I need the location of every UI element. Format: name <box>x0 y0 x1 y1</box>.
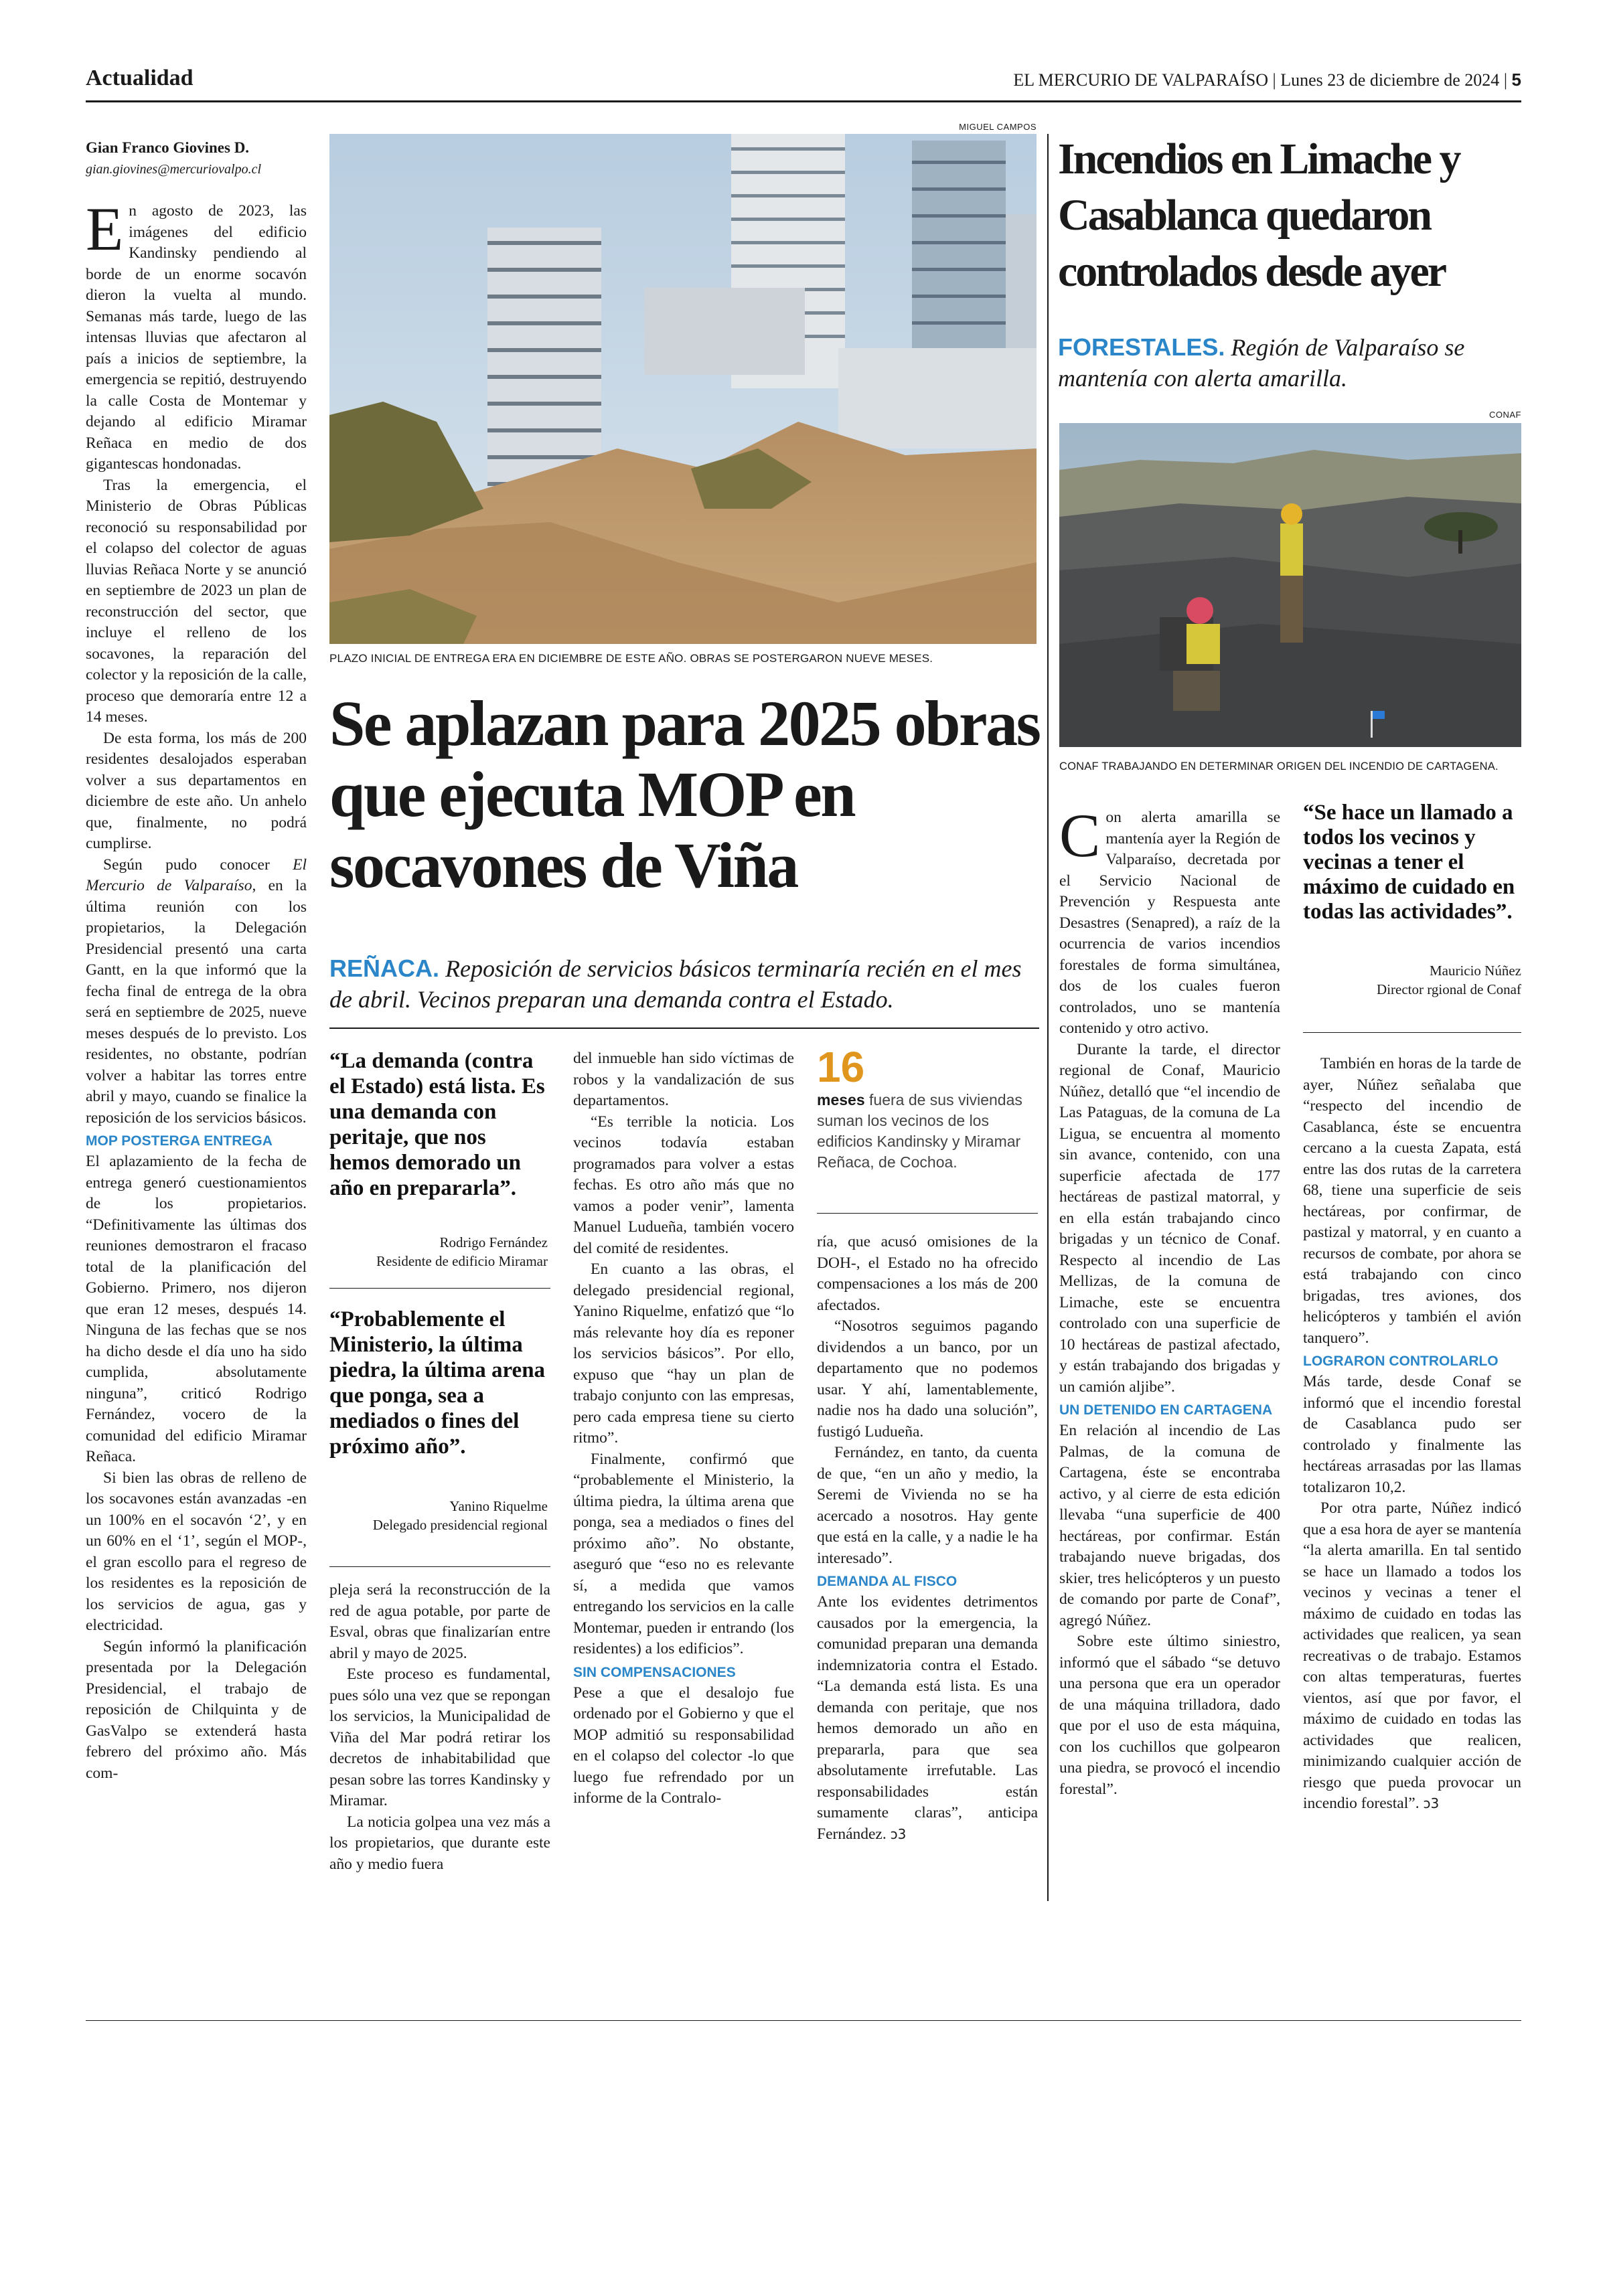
side-headline: Incendios en Limache y Casablanca quedaron controlados desde ayer <box>1058 135 1460 296</box>
body-paragraph: En relación al incendio de Las Palmas, de la comuna de Cartagena, éste se encontraba activo, y al cierre de esta edición llevaba “una superficie de 400 hectáreas, por confirmar. Están trabajando nueve brigadas, dos skier, tres helicópteros y un puesto de comando por parte de Conaf”, agregó Núñez. <box>1059 1422 1280 1629</box>
body-paragraph: En cuanto a las obras, el delegado presidencial regional, Yanino Riquelme, enfatizó que “lo más relevante hoy día es reponer los servicios básicos”. Por ello, expuso que “hay un plan de trabajo conjunto con las empresas, pero cada empresa tiene su cierto ritmo”. <box>573 1260 794 1447</box>
subhead: UN DETENIDO EN CARTAGENA <box>1059 1402 1273 1418</box>
body-paragraph: Sobre este último siniestro, informó que el sábado “se detuvo una persona que era un operador de una máquina trilladora, dado que por el uso de esta máquina, con los cuchillos que golpearon una piedra, se provocó el incendio forestal”. <box>1059 1633 1280 1798</box>
quote-author: Mauricio Núñez <box>1429 963 1521 979</box>
issue-date: Lunes 23 de diciembre de 2024 <box>1280 70 1500 90</box>
masthead-info: EL MERCURIO DE VALPARAÍSO | Lunes 23 de diciembre de 2024 | 5 <box>1013 70 1521 90</box>
body-paragraph: n agosto de 2023, las imágenes del edificio Kandinsky pendiendo al borde de un enorme socavón dieron la vuelta al mundo. Semanas más tarde, luego de las intensas lluvias que afectaron al país a inicios de septiembre, la emergencia se repitió, destruyendo la calle Costa de Montemar y dejando al edificio Miramar Reñaca en medio de dos gigantescas hondonadas. <box>86 202 307 473</box>
body-paragraph: on alerta amarilla se mantenía ayer la Región de Valparaíso, decretada por el Servicio Nacional de Prevención y Respuesta ante Desastres (Senapred), a raíz de la ocurrencia de varios incendios forestales de forma simultánea, dos de los cuales fueron controlados, uno se mantenía contenido y otro activo. <box>1059 809 1280 1037</box>
main-photo-credit: MIGUEL CAMPOS <box>959 122 1037 132</box>
side-column-2 <box>1303 1054 1521 1815</box>
footer-rule <box>86 2020 1521 2021</box>
quote-attribution <box>329 1497 548 1534</box>
column-divider <box>1047 134 1049 1901</box>
body-paragraph: “Nosotros seguimos pagando dividendos a un banco, por un departamento que no podemos usar. Y ahí, lamentablemente, nadie nos ha dado una solución”, fustigó Ludueña. <box>817 1317 1038 1441</box>
side-photo-credit: CONAF <box>1489 410 1521 420</box>
side-deck-text: Región de Valparaíso se mantenía con alerta amarilla. <box>1058 334 1465 392</box>
body-paragraph: Tras la emergencia, el Ministerio de Obras Públicas reconoció su responsabilidad por el colapso del colector de aguas lluvias Reñaca Norte y se anunció en septiembre de 2023 un plan de reconstrucción del sector, que incluye el relleno de los socavones, la reparación del colector y la reposición de la calle, proceso que demoraría entre 12 a 14 meses. <box>86 476 307 726</box>
stat-text: fuera de sus viviendas suman los vecinos de los edificios Kandinsky y Miramar Reñaca, de Cochoa. <box>817 1091 1022 1171</box>
dropcap: E <box>86 195 124 263</box>
side-photo-caption: CONAF TRABAJANDO EN DETERMINAR ORIGEN DEL INCENDIO DE CARTAGENA. <box>1059 760 1499 772</box>
quote-attribution <box>329 1233 548 1270</box>
quote-author: Rodrigo Fernández <box>439 1234 548 1250</box>
section-label: Actualidad <box>86 66 194 90</box>
body-paragraph: También en horas de la tarde de ayer, Núñez señalaba que “respecto del incendio de Casablanca, éste se encuentra cercano a la cuesta Zapata, está entre las dos rutas de la carretera 68, tiene una superficie de seis hectáreas, por confirmar, de pastizal y matorral, y en cuanto a recursos de combate, por ahora se está trabajando con cinco brigadas, tres aviones, dos helicópteros y también el avión tanquero”. <box>1303 1055 1521 1347</box>
side-deck <box>1058 332 1520 394</box>
side-column-1 <box>1059 801 1280 1800</box>
main-deck <box>329 953 1039 1015</box>
body-paragraph: Ante los evidentes detrimentos causados por la emergencia, la comunidad preparan una demanda indemnizatoria contra el Estado. “La demanda está lista. Es una demanda con peritaje, que nos hemos demorado un año en prepararla, para que sea absolutamente irrefutable. Las responsabilidades están sumamente claras”, anticipa Fernández. ↄ3 <box>817 1593 1038 1843</box>
main-headline: Se aplazan para 2025 obras que ejecuta MOP en socavones de Viña <box>329 687 1040 901</box>
main-column-3 <box>573 1048 794 1809</box>
main-column-2 <box>329 1580 550 1875</box>
pull-quote: “La demanda (contra el Estado) está lista. Es una demanda con peritaje, que nos hemos demorado un año en prepararla”. <box>329 1049 545 1200</box>
main-kicker: REÑACA. <box>329 955 440 982</box>
side-photo <box>1059 423 1521 747</box>
deck-rule <box>329 1028 1039 1029</box>
subhead: SIN COMPENSACIONES <box>573 1664 736 1680</box>
pull-quote: “Probablemente el Ministerio, la última piedra, la última arena que ponga, sea a mediados o fines del próximo año”. <box>329 1307 546 1459</box>
body-paragraph: del inmueble han sido víctimas de robos y la vandalización de sus departamentos. <box>573 1050 794 1109</box>
subhead: DEMANDA AL FISCO <box>817 1574 958 1589</box>
body-paragraph: Según pudo conocer El Mercurio de Valparaíso, en la última reunión con los propietarios, la Delegación Presidencial presentó una carta Gantt, en la que informó que la fecha final de entrega de la obra será en septiembre de 2025, nueve meses después de lo previsto. Los residentes, no obstante, podrían volver a habitar las torres entre abril y mayo, cuando se finalice la reposición de los servicios básicos. <box>86 855 307 1127</box>
body-paragraph: “Es terrible la noticia. Los vecinos todavía estaban programados para volver a estas fechas. Es otro año más que no vamos a poder venir”, lamenta Manuel Ludueña, también vocero del comité de residentes. <box>573 1113 794 1257</box>
stat-box <box>817 1044 1038 1173</box>
page-number: 5 <box>1511 70 1521 90</box>
pull-quote: “Se hace un llamado a todos los vecinos y vecinas a tener el máximo de cuidado en todas las actividades”. <box>1303 801 1515 924</box>
quote-author: Yanino Riquelme <box>449 1498 548 1514</box>
body-paragraph: El aplazamiento de la fecha de entrega generó cuestionamientos de los propietarios. “Definitivamente las últimas dos reuniones demostraron el fracaso total de la planificación del Gobierno. Primero, nos dijeron que eran 12 meses, después 14. Ninguna de las fechas que se nos ha dicho desde el día uno ha sido cumplida, absolutamente ninguna”, criticó Rodrigo Fernández, vocero de la comunidad del edificio Miramar Reñaca. <box>86 1153 307 1465</box>
quote-separator <box>1303 1032 1521 1033</box>
stat-unit: meses <box>817 1091 865 1109</box>
subhead: LOGRARON CONTROLARLO <box>1303 1354 1499 1369</box>
dropcap: C <box>1059 801 1101 870</box>
main-deck-text: Reposición de servicios básicos terminaría recién en el mes de abril. Vecinos preparan una demanda contra el Estado. <box>329 955 1022 1013</box>
stat-separator <box>817 1213 1038 1214</box>
building-photo-illustration <box>329 134 1037 644</box>
stat-number: 16 <box>817 1043 865 1091</box>
quote-separator <box>329 1566 550 1567</box>
body-paragraph: Por otra parte, Núñez indicó que a esa hora de ayer se mantenía “la alerta amarilla. En tal sentido se hace un llamado a todos los vecinos y vecinas a tener el máximo de cuidado en todas las actividades que realicen, ya sean recreativas o de trabajo. Estamos con altas temperaturas, fuertes vientos, así que por favor, el máximo de cuidado en todas las actividades que realicen, minimizando cualquier acción de riesgo que pueda provocar un incendio forestal”. ↄ3 <box>1303 1499 1521 1812</box>
paper-name: EL MERCURIO DE VALPARAÍSO <box>1013 70 1269 90</box>
body-paragraph: Finalmente, confirmó que “probablemente el Ministerio, la última piedra, la última arena que ponga, sea a mediados o fines del próximo año”. No obstante, aseguró que “eso no es relevante sí, a medida que vamos entregando los servicios en la calle Montemar, pueden ir entrando (los residentes) a los edificios”. <box>573 1450 794 1657</box>
quote-role: Director rgional de Conaf <box>1377 981 1521 997</box>
body-paragraph: Si bien las obras de relleno de los socavones están avanzadas -en un 100% en el socavón ‘2’, y en un 60% en el ‘1’, según el MOP-, el gran escollo para el regreso de los residentes es la reposición de los servicios de agua, gas y electricidad. <box>86 1469 307 1634</box>
quote-role: Residente de edificio Miramar <box>376 1253 548 1269</box>
body-paragraph: Este proceso es fundamental, pues sólo una vez que se repongan los servicios, la Municipalidad de Viña del Mar podrá retirar los decretos de inhabitabilidad que pesan sobre las torres Kandinsky y Miramar. <box>329 1665 550 1809</box>
side-kicker: FORESTALES. <box>1058 333 1225 361</box>
body-paragraph: Más tarde, desde Conaf se informó que el incendio forestal de Casablanca pudo ser controlado y finalmente las hectáreas arrasadas por las llamas totalizaron 10,2. <box>1303 1373 1521 1496</box>
header-rule <box>86 100 1521 102</box>
author-email: gian.giovines@mercuriovalpo.cl <box>86 162 262 177</box>
body-paragraph: pleja será la reconstrucción de la red de agua potable, por parte de Esval, obras que finalizarían entre abril y mayo de 2025. <box>329 1581 550 1662</box>
end-mark-icon: ↄ3 <box>890 1825 907 1842</box>
firefighters-photo-illustration <box>1059 423 1521 747</box>
body-paragraph: La noticia golpea una vez más a los propietarios, que durante este año y medio fuera <box>329 1813 550 1873</box>
quote-role: Delegado presidencial regional <box>372 1517 548 1533</box>
body-paragraph: Según informó la planificación presentada por la Delegación Presidencial, el trabajo de reposición de Chilquinta y de GasValpo se extenderá hasta febrero del próximo año. Más com- <box>86 1637 307 1782</box>
body-paragraph: Fernández, en tanto, da cuenta de que, “en un año y medio, la Seremi de Vivienda no se ha acercado a nosotros. Hay gente que está en la calle, y a nadie le ha interesado”. <box>817 1444 1038 1567</box>
main-column-1 <box>86 195 307 1784</box>
main-photo <box>329 134 1037 644</box>
quote-attribution <box>1303 961 1521 999</box>
subhead: MOP POSTERGA ENTREGA <box>86 1133 273 1149</box>
body-paragraph: Pese a que el desalojo fue ordenado por el Gobierno y que el MOP admitió su responsabilidad en el colapso del colector -lo que luego fue refrendado por un informe de la Contralo- <box>573 1684 794 1807</box>
body-paragraph: ría, que acusó omisiones de la DOH-, el Estado no ha ofrecido compensaciones a los más de 200 afectados. <box>817 1233 1038 1314</box>
main-column-4 <box>817 1232 1038 1845</box>
main-photo-caption: PLAZO INICIAL DE ENTREGA ERA EN DICIEMBRE DE ESTE AÑO. OBRAS SE POSTERGARON NUEVE MESES. <box>329 652 933 665</box>
body-paragraph: De esta forma, los más de 200 residentes desalojados esperaban volver a sus departamentos en diciembre de este año. Un anhelo que, finalmente, no podrá cumplirse. <box>86 729 307 852</box>
body-paragraph: Durante la tarde, el director regional de Conaf, Mauricio Núñez, detalló que “el incendio de Las Pataguas, de la comuna de La Ligua, se encuentra al momento sin avance, contenido, con una superficie afectada de 177 hectáreas de pastizal matorral, y en ella están trabajando cinco brigadas y un técnico de Conaf. Respecto al incendio de Las Mellizas, de la comuna de Limache, este se encuentra controlado con una superficie de 10 hectáreas de pastizal afectado, y están trabajando dos brigadas y un camión aljibe”. <box>1059 1040 1280 1396</box>
author-name: Gian Franco Giovines D. <box>86 139 250 156</box>
quote-separator <box>329 1288 550 1289</box>
end-mark-icon: ↄ3 <box>1423 1795 1440 1811</box>
